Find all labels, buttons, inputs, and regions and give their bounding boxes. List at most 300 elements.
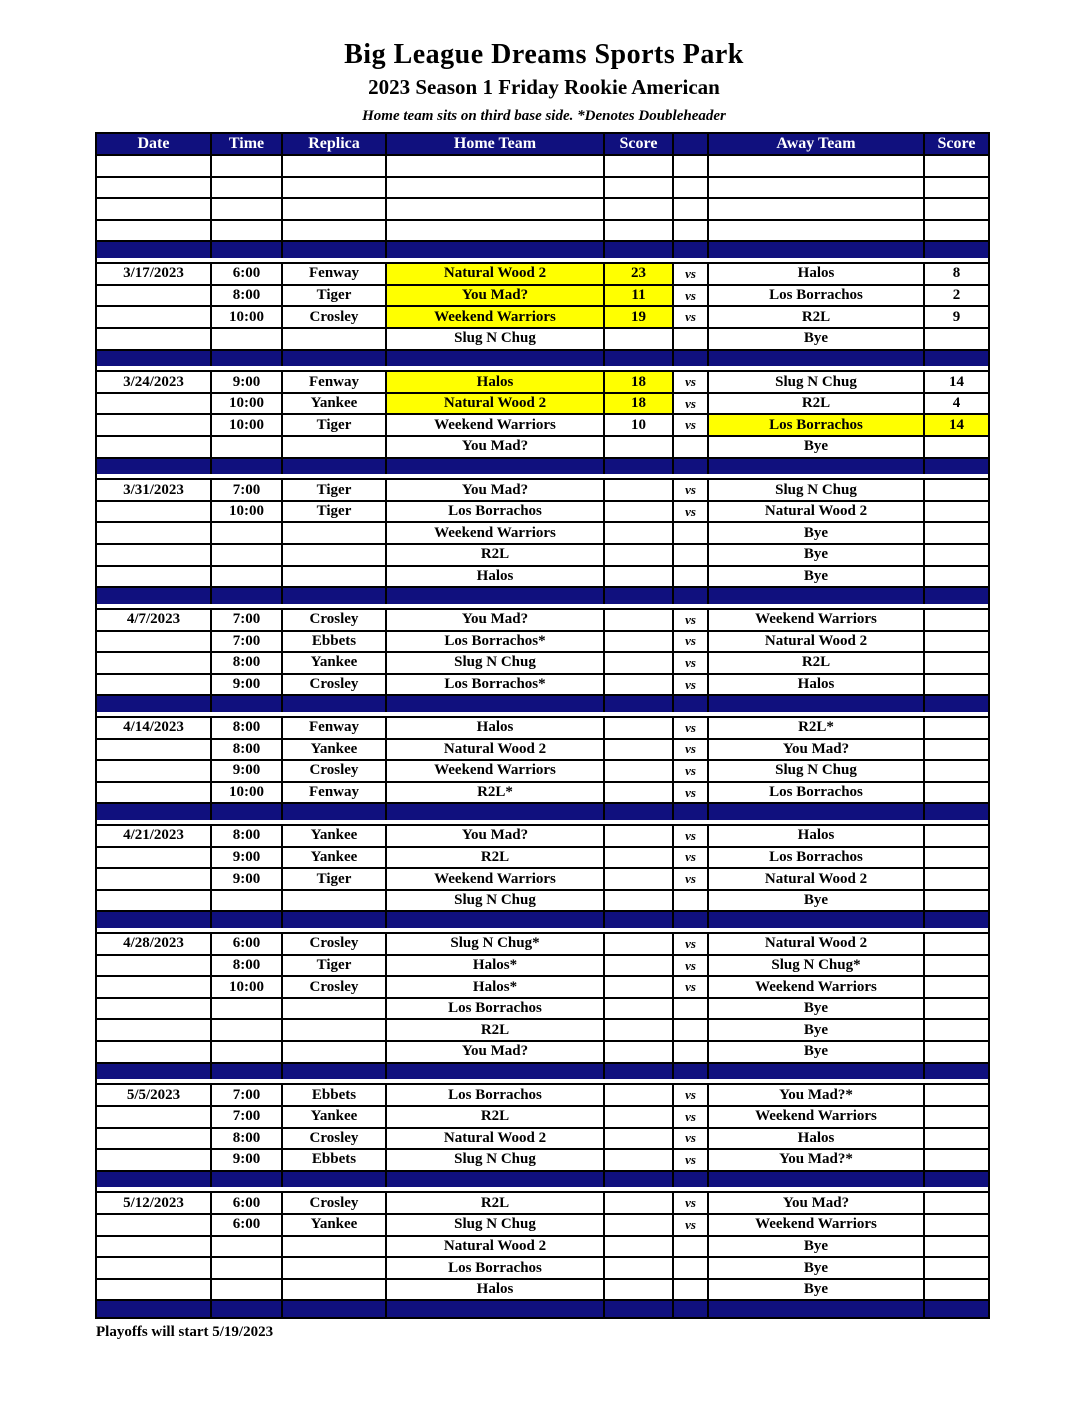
cell-date bbox=[97, 783, 212, 803]
cell-away-score bbox=[925, 891, 988, 911]
cell-date bbox=[97, 286, 212, 306]
cell-away-team: Bye bbox=[709, 545, 925, 565]
cell-date bbox=[97, 459, 212, 475]
cell-replica bbox=[283, 329, 387, 349]
cell-date bbox=[97, 523, 212, 543]
cell-time bbox=[212, 804, 283, 820]
cell-home-team: Halos bbox=[387, 718, 605, 738]
cell-away-score bbox=[925, 761, 988, 781]
cell-replica: Tiger bbox=[283, 415, 387, 435]
cell-home-team: Halos bbox=[387, 567, 605, 587]
cell-time bbox=[212, 912, 283, 928]
cell-away-score bbox=[925, 329, 988, 349]
cell-time: 10:00 bbox=[212, 415, 283, 435]
cell-date: 3/17/2023 bbox=[97, 264, 212, 284]
cell-date bbox=[97, 696, 212, 712]
cell-away-team: Halos bbox=[709, 1129, 925, 1149]
cell-time: 8:00 bbox=[212, 956, 283, 976]
cell-home-score bbox=[605, 523, 674, 543]
table-row bbox=[97, 329, 988, 351]
cell-home-team: Slug N Chug* bbox=[387, 934, 605, 954]
cell-home-score bbox=[605, 242, 674, 258]
cell-replica bbox=[283, 523, 387, 543]
cell-away-score bbox=[925, 632, 988, 652]
cell-time bbox=[212, 545, 283, 565]
cell-away-score bbox=[925, 1258, 988, 1278]
cell-home-score: 23 bbox=[605, 264, 674, 284]
cell-time: 9:00 bbox=[212, 372, 283, 392]
cell-away-team: Bye bbox=[709, 1042, 925, 1062]
cell-home-score bbox=[605, 329, 674, 349]
cell-home-score bbox=[605, 956, 674, 976]
cell-home-team: Natural Wood 2 bbox=[387, 394, 605, 414]
cell-home-team: You Mad? bbox=[387, 286, 605, 306]
cell-replica bbox=[283, 459, 387, 475]
cell-time: 6:00 bbox=[212, 1215, 283, 1235]
cell-home-team bbox=[387, 242, 605, 258]
cell-away-score: 14 bbox=[949, 373, 964, 390]
cell-time bbox=[212, 1258, 283, 1278]
cell-time bbox=[212, 999, 283, 1019]
page-subtitle: 2023 Season 1 Friday Rookie American bbox=[368, 75, 720, 100]
cell-home-team: Natural Wood 2 bbox=[387, 264, 605, 284]
cell-time: 10:00 bbox=[212, 307, 283, 327]
cell-date bbox=[97, 1172, 212, 1188]
cell-home-score bbox=[605, 740, 674, 760]
cell-date: 4/7/2023 bbox=[97, 610, 212, 630]
cell-time bbox=[212, 437, 283, 457]
cell-away-team: Natural Wood 2 bbox=[709, 869, 925, 889]
cell-time: 8:00 bbox=[212, 1129, 283, 1149]
table-row bbox=[97, 545, 988, 567]
cell-replica bbox=[283, 1280, 387, 1300]
cell-date bbox=[97, 869, 212, 889]
cell-replica bbox=[283, 567, 387, 587]
cell-date bbox=[97, 977, 212, 997]
cell-home-team: You Mad? bbox=[387, 610, 605, 630]
cell-replica: Crosley bbox=[283, 307, 387, 327]
cell-away-team bbox=[709, 696, 925, 712]
cell-date bbox=[97, 1215, 212, 1235]
table-row bbox=[97, 934, 988, 956]
separator-row bbox=[97, 351, 988, 367]
cell-replica: Tiger bbox=[283, 286, 387, 306]
cell-home-team bbox=[387, 1064, 605, 1080]
column-header-time: Time bbox=[212, 134, 283, 154]
cell-date bbox=[97, 178, 212, 198]
table-row bbox=[97, 502, 988, 524]
cell-time: 9:00 bbox=[212, 761, 283, 781]
cell-away-score bbox=[925, 869, 988, 889]
cell-home-score bbox=[605, 610, 674, 630]
cell-away-score bbox=[925, 1020, 988, 1040]
cell-replica bbox=[283, 1301, 387, 1317]
cell-vs bbox=[674, 1064, 709, 1080]
cell-home-team: Weekend Warriors bbox=[387, 307, 605, 327]
cell-time: 6:00 bbox=[212, 264, 283, 284]
cell-date bbox=[97, 588, 212, 604]
cell-home-team bbox=[387, 156, 605, 176]
cell-home-score bbox=[605, 999, 674, 1019]
cell-vs: vs bbox=[674, 286, 709, 306]
cell-away-team bbox=[709, 1064, 925, 1080]
cell-home-team: Weekend Warriors bbox=[387, 869, 605, 889]
cell-away-team: Bye bbox=[709, 1258, 925, 1278]
cell-replica: Yankee bbox=[283, 394, 387, 414]
cell-home-team: Natural Wood 2 bbox=[387, 740, 605, 760]
cell-away-team bbox=[709, 912, 925, 928]
cell-vs: vs bbox=[674, 869, 709, 889]
empty-row bbox=[97, 221, 988, 243]
cell-time: 7:00 bbox=[212, 480, 283, 500]
cell-date bbox=[97, 1042, 212, 1062]
cell-home-team: R2L* bbox=[387, 783, 605, 803]
table-row bbox=[97, 610, 988, 632]
cell-home-score bbox=[605, 221, 674, 241]
cell-home-team bbox=[387, 351, 605, 367]
cell-away-team: You Mad? bbox=[709, 1193, 925, 1213]
table-row bbox=[97, 1258, 988, 1280]
cell-time: 10:00 bbox=[212, 977, 283, 997]
column-header-date: Date bbox=[97, 134, 212, 154]
cell-date bbox=[97, 1064, 212, 1080]
cell-away-score bbox=[925, 610, 988, 630]
cell-date bbox=[97, 156, 212, 176]
cell-date bbox=[97, 653, 212, 673]
table-row bbox=[97, 869, 988, 891]
cell-away-team: You Mad?* bbox=[709, 1150, 925, 1170]
table-row bbox=[97, 956, 988, 978]
cell-date bbox=[97, 329, 212, 349]
table-row bbox=[97, 437, 988, 459]
cell-time bbox=[212, 567, 283, 587]
cell-vs bbox=[674, 567, 709, 587]
cell-home-score: 18 bbox=[605, 372, 674, 392]
cell-away-score bbox=[925, 199, 988, 219]
cell-replica: Yankee bbox=[283, 848, 387, 868]
cell-vs: vs bbox=[674, 1193, 709, 1213]
cell-home-score bbox=[605, 156, 674, 176]
cell-vs: vs bbox=[674, 1129, 709, 1149]
cell-replica bbox=[283, 437, 387, 457]
cell-date bbox=[97, 999, 212, 1019]
cell-away-score bbox=[925, 242, 988, 258]
table-row bbox=[97, 675, 988, 697]
cell-replica bbox=[283, 1172, 387, 1188]
cell-replica: Yankee bbox=[283, 1215, 387, 1235]
column-header-home-team: Home Team bbox=[387, 134, 605, 154]
cell-vs: vs bbox=[674, 415, 709, 435]
cell-away-score: 2 bbox=[952, 287, 961, 304]
cell-time bbox=[212, 156, 283, 176]
cell-home-team: Natural Wood 2 bbox=[387, 1237, 605, 1257]
cell-home-score bbox=[605, 567, 674, 587]
cell-away-score bbox=[925, 848, 988, 868]
cell-away-score bbox=[925, 588, 988, 604]
cell-home-team: Los Borrachos bbox=[387, 999, 605, 1019]
cell-time: 8:00 bbox=[212, 653, 283, 673]
cell-away-team: You Mad?* bbox=[709, 1085, 925, 1105]
cell-away-score bbox=[925, 1237, 988, 1257]
cell-away-team: Slug N Chug bbox=[709, 761, 925, 781]
cell-date bbox=[97, 242, 212, 258]
cell-home-score bbox=[605, 1085, 674, 1105]
cell-away-score bbox=[925, 826, 988, 846]
cell-away-score bbox=[925, 459, 988, 475]
cell-away-team bbox=[709, 804, 925, 820]
table-row bbox=[97, 1129, 988, 1151]
cell-home-score bbox=[605, 1215, 674, 1235]
cell-home-team bbox=[387, 588, 605, 604]
cell-home-score bbox=[605, 502, 674, 522]
cell-replica: Fenway bbox=[283, 783, 387, 803]
cell-time bbox=[212, 1042, 283, 1062]
cell-date: 3/31/2023 bbox=[97, 480, 212, 500]
cell-replica bbox=[283, 242, 387, 258]
table-row bbox=[97, 1237, 988, 1259]
cell-away-score bbox=[925, 523, 988, 543]
table-header-row bbox=[97, 134, 988, 156]
cell-date: 3/24/2023 bbox=[97, 372, 212, 392]
column-header-replica: Replica bbox=[283, 134, 387, 154]
cell-replica: Crosley bbox=[283, 610, 387, 630]
cell-away-team bbox=[709, 1172, 925, 1188]
cell-replica: Crosley bbox=[283, 1129, 387, 1149]
cell-home-team: Los Borrachos bbox=[387, 502, 605, 522]
cell-home-team bbox=[387, 221, 605, 241]
cell-replica: Fenway bbox=[283, 718, 387, 738]
cell-vs: vs bbox=[674, 956, 709, 976]
cell-home-team: You Mad? bbox=[387, 437, 605, 457]
cell-replica bbox=[283, 545, 387, 565]
cell-replica: Yankee bbox=[283, 826, 387, 846]
playoffs-note: Playoffs will start 5/19/2023 bbox=[96, 1324, 274, 1341]
cell-replica bbox=[283, 1020, 387, 1040]
cell-vs bbox=[674, 178, 709, 198]
cell-home-team: Los Borrachos* bbox=[387, 675, 605, 695]
cell-home-team: Los Borrachos bbox=[387, 1258, 605, 1278]
cell-vs bbox=[674, 1301, 709, 1317]
cell-away-score bbox=[925, 178, 988, 198]
table-row bbox=[97, 826, 988, 848]
home-team-note: Home team sits on third base side. *Denotes Doubleheader bbox=[362, 108, 726, 125]
cell-home-team bbox=[387, 696, 605, 712]
cell-home-score bbox=[605, 1042, 674, 1062]
cell-away-score bbox=[925, 567, 988, 587]
cell-vs bbox=[674, 199, 709, 219]
cell-replica: Ebbets bbox=[283, 632, 387, 652]
cell-date: 5/12/2023 bbox=[97, 1193, 212, 1213]
cell-date: 4/14/2023 bbox=[97, 718, 212, 738]
cell-time bbox=[212, 891, 283, 911]
cell-date bbox=[97, 1280, 212, 1300]
table-row bbox=[97, 761, 988, 783]
cell-replica bbox=[283, 1237, 387, 1257]
separator-row bbox=[97, 1172, 988, 1188]
cell-away-team bbox=[709, 459, 925, 475]
cell-home-score bbox=[605, 480, 674, 500]
cell-home-team: Los Borrachos* bbox=[387, 632, 605, 652]
cell-time: 9:00 bbox=[212, 869, 283, 889]
cell-away-score bbox=[925, 1150, 988, 1170]
cell-away-team: Bye bbox=[709, 1237, 925, 1257]
cell-time: 6:00 bbox=[212, 1193, 283, 1213]
cell-vs bbox=[674, 242, 709, 258]
cell-home-score bbox=[605, 459, 674, 475]
column-header-away-score: Score bbox=[937, 135, 976, 153]
cell-away-team bbox=[709, 156, 925, 176]
cell-away-score bbox=[925, 999, 988, 1019]
cell-home-team: R2L bbox=[387, 848, 605, 868]
cell-vs: vs bbox=[674, 848, 709, 868]
cell-date bbox=[97, 307, 212, 327]
cell-date bbox=[97, 502, 212, 522]
cell-home-score bbox=[605, 783, 674, 803]
cell-date bbox=[97, 199, 212, 219]
cell-away-team: Bye bbox=[709, 437, 925, 457]
cell-home-score bbox=[605, 653, 674, 673]
cell-date bbox=[97, 394, 212, 414]
cell-away-score: 8 bbox=[952, 265, 961, 282]
cell-away-team: Weekend Warriors bbox=[709, 977, 925, 997]
table-row bbox=[97, 1020, 988, 1042]
cell-away-team: Slug N Chug bbox=[709, 480, 925, 500]
cell-time: 10:00 bbox=[212, 502, 283, 522]
cell-away-team: R2L bbox=[709, 653, 925, 673]
table-row bbox=[97, 567, 988, 589]
cell-away-score bbox=[925, 221, 988, 241]
separator-row bbox=[97, 804, 988, 820]
table-row bbox=[97, 394, 988, 416]
cell-replica bbox=[283, 221, 387, 241]
cell-home-score bbox=[605, 1064, 674, 1080]
cell-away-score bbox=[925, 437, 988, 457]
cell-away-team: Natural Wood 2 bbox=[709, 632, 925, 652]
cell-home-score bbox=[605, 977, 674, 997]
cell-away-score bbox=[925, 1193, 988, 1213]
cell-vs: vs bbox=[674, 675, 709, 695]
cell-time bbox=[212, 199, 283, 219]
cell-vs bbox=[674, 891, 709, 911]
cell-replica: Crosley bbox=[283, 675, 387, 695]
cell-replica: Ebbets bbox=[283, 1150, 387, 1170]
cell-date bbox=[97, 761, 212, 781]
cell-vs: vs bbox=[674, 1215, 709, 1235]
cell-home-score bbox=[605, 804, 674, 820]
cell-away-score bbox=[925, 502, 988, 522]
cell-away-team: R2L bbox=[709, 394, 925, 414]
cell-home-score bbox=[605, 718, 674, 738]
cell-away-team: R2L bbox=[709, 307, 925, 327]
cell-home-score bbox=[605, 437, 674, 457]
cell-time: 6:00 bbox=[212, 934, 283, 954]
cell-vs bbox=[674, 1172, 709, 1188]
table-row bbox=[97, 718, 988, 740]
cell-home-team: Slug N Chug bbox=[387, 1150, 605, 1170]
cell-vs: vs bbox=[674, 783, 709, 803]
cell-home-team bbox=[387, 199, 605, 219]
cell-home-team: Slug N Chug bbox=[387, 1215, 605, 1235]
cell-date bbox=[97, 1258, 212, 1278]
cell-away-team bbox=[709, 221, 925, 241]
cell-away-team: Halos bbox=[709, 264, 925, 284]
cell-home-team: Halos bbox=[387, 1280, 605, 1300]
cell-vs bbox=[674, 804, 709, 820]
cell-away-score bbox=[925, 675, 988, 695]
cell-time: 8:00 bbox=[212, 286, 283, 306]
cell-home-score bbox=[605, 632, 674, 652]
cell-home-score bbox=[605, 351, 674, 367]
cell-home-score bbox=[605, 1258, 674, 1278]
separator-row bbox=[97, 588, 988, 604]
cell-vs: vs bbox=[674, 502, 709, 522]
cell-replica: Crosley bbox=[283, 1193, 387, 1213]
cell-away-team bbox=[709, 351, 925, 367]
cell-away-score bbox=[925, 351, 988, 367]
cell-replica bbox=[283, 351, 387, 367]
table-row bbox=[97, 1193, 988, 1215]
cell-home-team: You Mad? bbox=[387, 1042, 605, 1062]
table-row bbox=[97, 286, 988, 308]
cell-away-team: Slug N Chug bbox=[709, 372, 925, 392]
cell-time bbox=[212, 1237, 283, 1257]
cell-vs: vs bbox=[674, 1085, 709, 1105]
cell-home-score: 19 bbox=[605, 307, 674, 327]
cell-vs: vs bbox=[674, 740, 709, 760]
cell-replica bbox=[283, 1064, 387, 1080]
cell-away-score bbox=[925, 1064, 988, 1080]
table-row bbox=[97, 740, 988, 762]
cell-home-score bbox=[605, 1172, 674, 1188]
cell-home-score bbox=[605, 1280, 674, 1300]
separator-row bbox=[97, 242, 988, 258]
cell-away-score bbox=[925, 783, 988, 803]
cell-away-team: Weekend Warriors bbox=[709, 1107, 925, 1127]
table-row bbox=[97, 999, 988, 1021]
cell-vs: vs bbox=[674, 264, 709, 284]
table-row bbox=[97, 1042, 988, 1064]
cell-away-score bbox=[925, 934, 988, 954]
cell-home-team: Weekend Warriors bbox=[387, 415, 605, 435]
cell-away-score bbox=[925, 718, 988, 738]
cell-away-score bbox=[925, 1085, 988, 1105]
cell-time bbox=[212, 1172, 283, 1188]
cell-away-score bbox=[925, 1172, 988, 1188]
cell-away-team: Los Borrachos bbox=[709, 783, 925, 803]
cell-vs: vs bbox=[674, 1107, 709, 1127]
cell-vs: vs bbox=[674, 934, 709, 954]
cell-date bbox=[97, 415, 212, 435]
cell-date bbox=[97, 1020, 212, 1040]
cell-replica: Crosley bbox=[283, 934, 387, 954]
empty-row bbox=[97, 156, 988, 178]
cell-vs bbox=[674, 329, 709, 349]
cell-away-score bbox=[925, 740, 988, 760]
cell-vs bbox=[674, 221, 709, 241]
cell-date bbox=[97, 221, 212, 241]
cell-date bbox=[97, 912, 212, 928]
cell-vs: vs bbox=[674, 480, 709, 500]
cell-away-score bbox=[925, 156, 988, 176]
cell-home-team bbox=[387, 912, 605, 928]
cell-home-score bbox=[605, 1193, 674, 1213]
cell-home-team: R2L bbox=[387, 1020, 605, 1040]
cell-away-team: Bye bbox=[709, 329, 925, 349]
cell-vs bbox=[674, 1042, 709, 1062]
table-row bbox=[97, 1107, 988, 1129]
cell-home-score bbox=[605, 178, 674, 198]
cell-time: 7:00 bbox=[212, 1107, 283, 1127]
